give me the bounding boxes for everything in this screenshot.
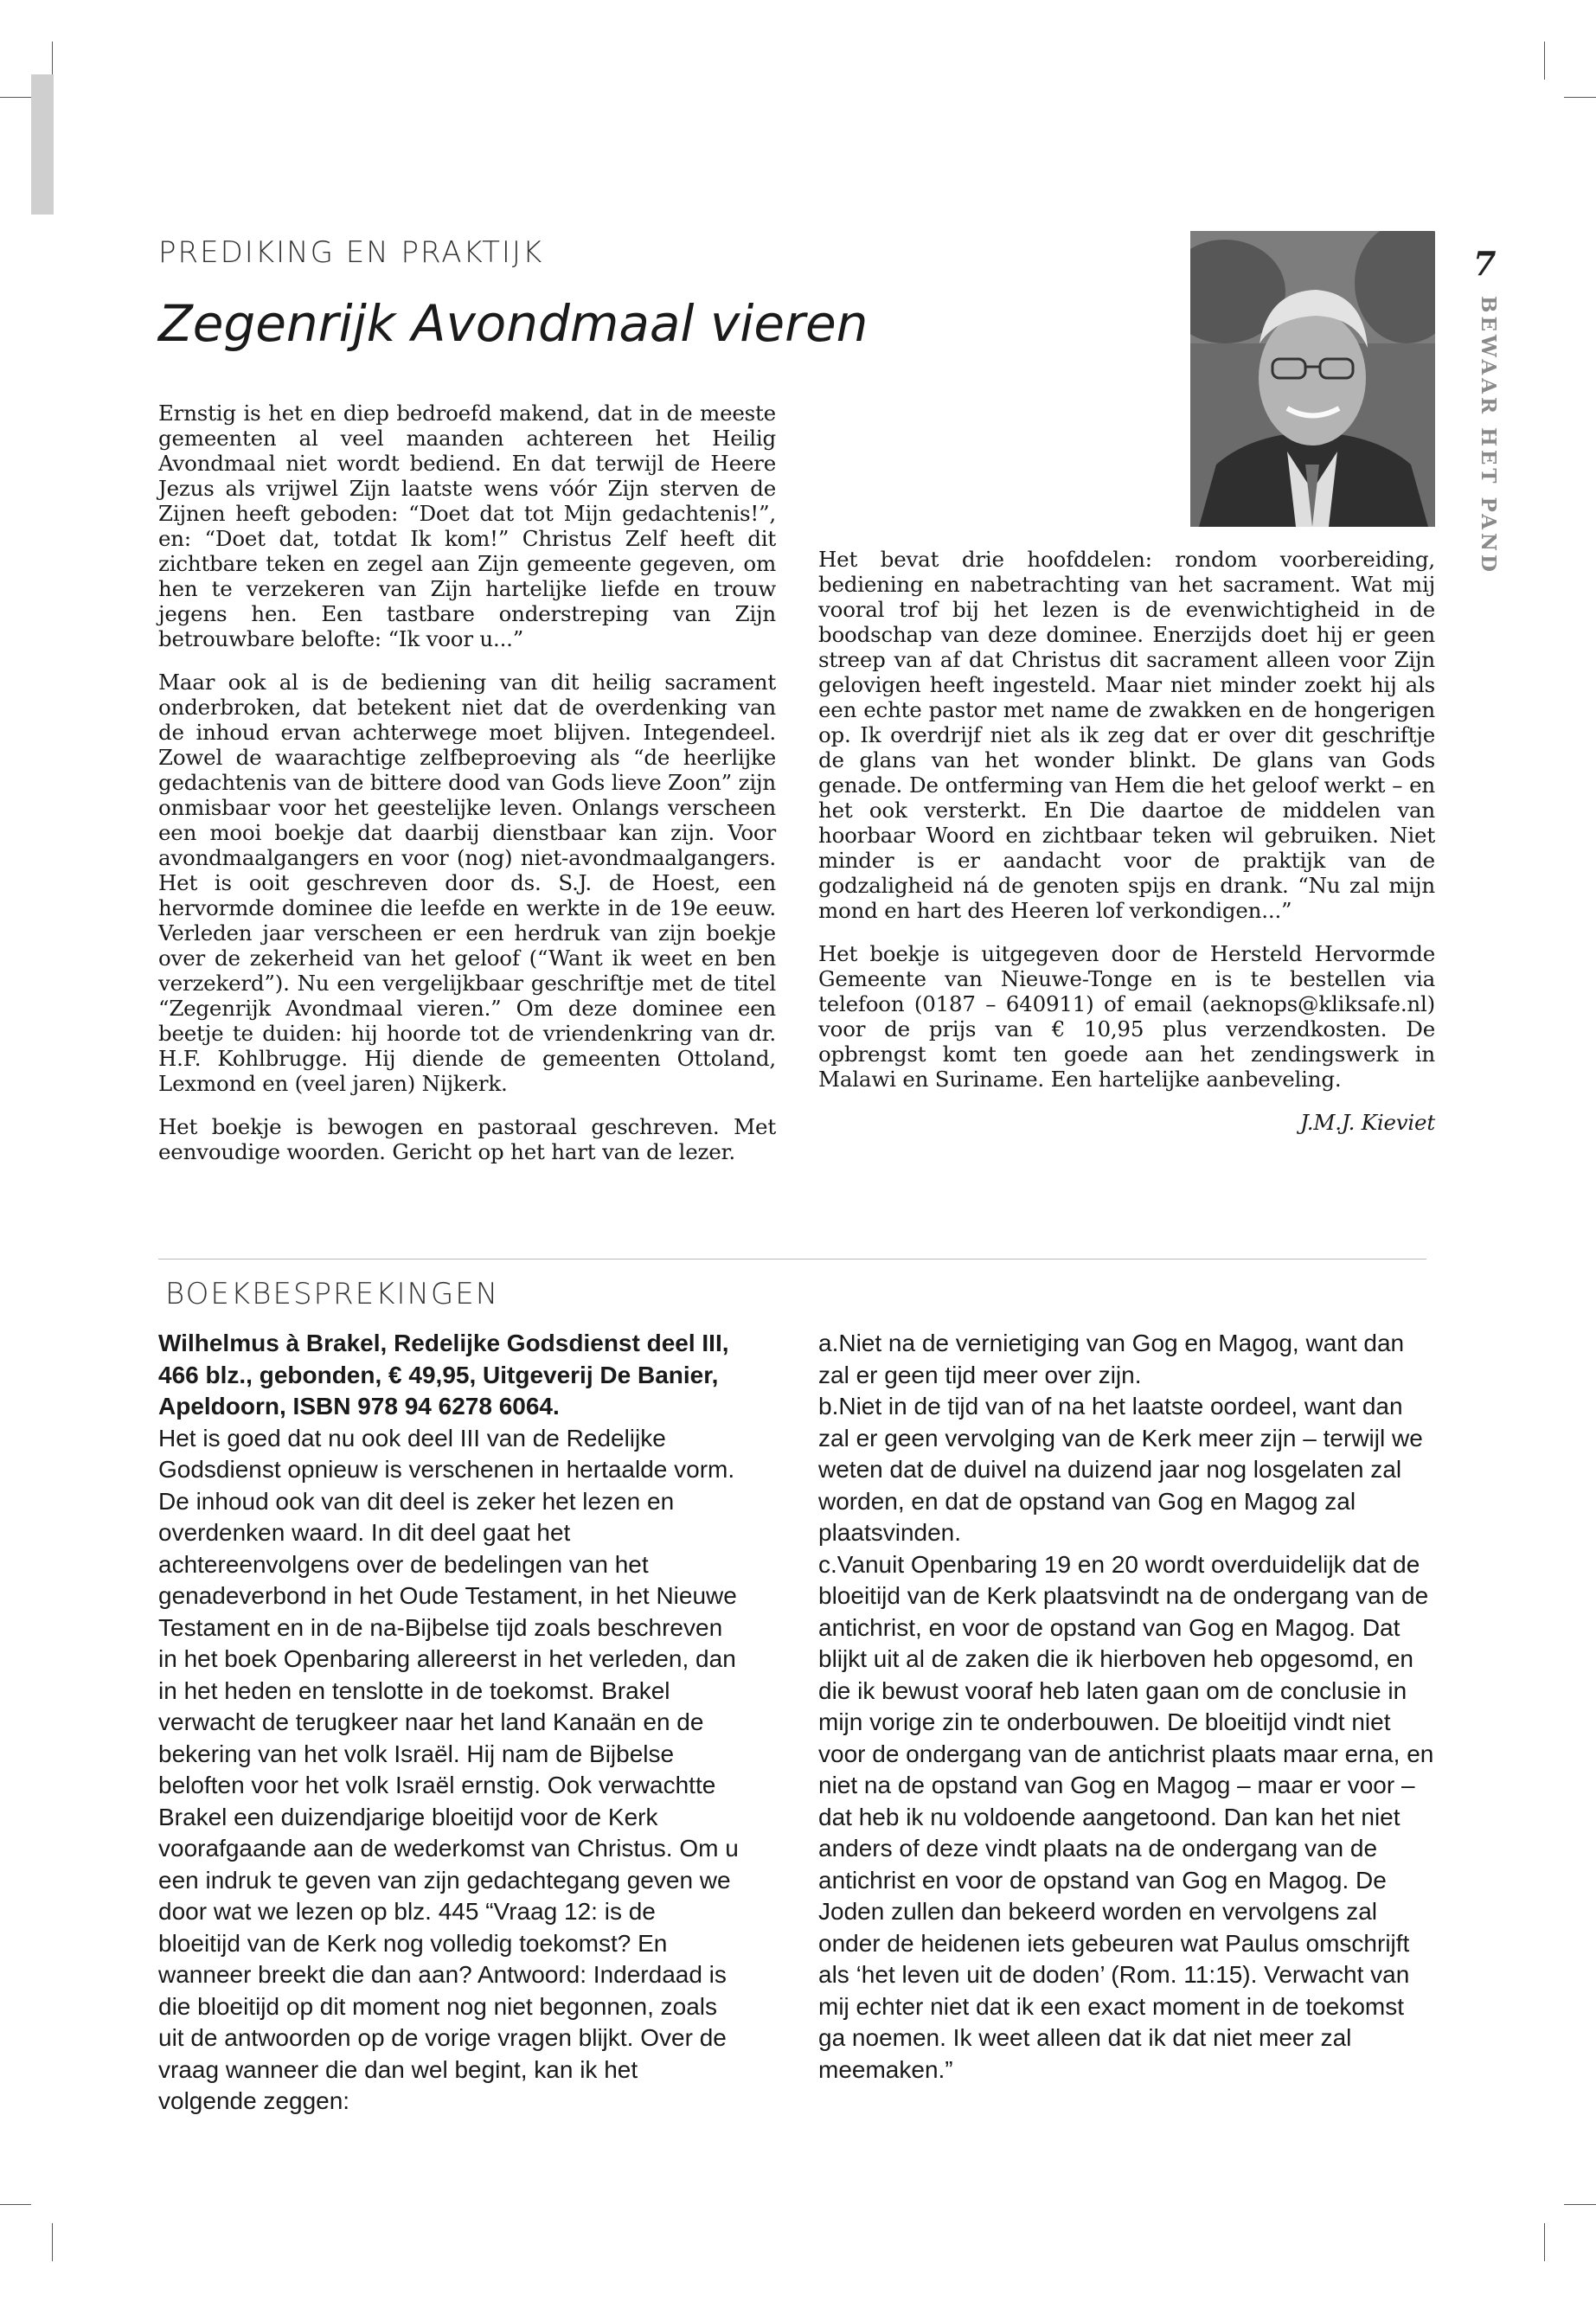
- author-photo: [1190, 231, 1435, 527]
- review-list-item: a.Niet na de vernietiging van Gog en Magog, want dan zal er geen tijd meer over zijn.: [818, 1330, 1405, 1388]
- running-side-title: BEWAAR HET PAND: [1477, 296, 1500, 575]
- margin-bar: [31, 74, 54, 215]
- crop-mark: [1544, 42, 1545, 80]
- article-paragraph: Het boekje is uitgegeven door de Hersteld Hervormde Gemeente van Nieuwe-Tonge en is te bestellen via telefoon (0187 – 640911) of email (aeknops@kliksafe.nl) voor de prijs van € 10,95 plus verzendkosten. De opbrengst komt ten goede aan het zendingswerk in Malawi en Suriname. Een hartelijke aanbeveling.: [818, 941, 1435, 1092]
- crop-mark: [1564, 2204, 1596, 2205]
- crop-mark: [1564, 97, 1596, 98]
- article-headline: Zegenrijk Avondmaal vieren: [158, 294, 869, 353]
- review-left-column: [158, 1328, 742, 2118]
- page-number: 7: [1473, 244, 1497, 283]
- author-signature: J.M.J. Kieviet: [1300, 1110, 1435, 1135]
- crop-mark: [0, 97, 31, 98]
- section-label-boekbesprekingen: BOEKBESPREKINGEN: [165, 1277, 500, 1311]
- review-list-item: c.Vanuit Openbaring 19 en 20 wordt overduidelijk dat de bloeitijd van de Kerk plaatsvindt na de ondergang van de antichrist, en voor de opstand van Gog en Magog. Dat blijkt uit al de zaken die ik hierboven heb opgesomd, en die ik bewust vooraf heb laten gaan om de conclusie in mijn vorige zin te onderbouwen. De bloeitijd vindt niet voor de ondergang van de antichrist plaats maar erna, en niet na de opstand van Gog en Magog – maar er voor – dat heb ik nu voldoende aangetoond. Dan kan het niet anders of deze vindt plaats na de ondergang van de antichrist en voor de opstand van Gog en Magog. De Joden zullen dan bekeerd worden en vervolgens zal onder de heidenen iets gebeuren wat Paulus omschrijft als ‘het leven uit de doden’ (Rom. 11:15). Verwacht van mij echter niet dat ik een exact moment in de toekomst ga noemen. Ik weet alleen dat ik dat niet meer zal meemaken.”: [818, 1550, 1434, 2083]
- review-right-column: [818, 1328, 1437, 2086]
- review-body: Het is goed dat nu ook deel III van de Redelijke Godsdienst opnieuw is verschenen in hertaalde vorm. De inhoud ook van dit deel is zeker het lezen en overdenken waard. In dit deel gaat het achtereenvolgens over de bedelingen van het genadeverbond in het Oude Testament, in het Nieuwe Testament en in de na-Bijbelse tijd zoals beschreven in het boek Openbaring allereerst in het verleden, dan in het heden en tenslotte in de toekomst. Brakel verwacht de terugkeer naar het land Kanaän en de bekering van het volk Israël. Hij nam de Bijbelse beloften voor het volk Israël ernstig. Ook verwachtte Brakel een duizendjarige bloeitijd voor de Kerk voorafgaande aan de wederkomst van Christus. Om u een indruk te geven van zijn gedachtegang geven we door wat we lezen op blz. 445 “Vraag 12: is de bloeitijd van de Kerk nog volledig toekomst? En wanneer breekt die dan aan? Antwoord: Inderdaad is die bloeitijd op dit moment nog niet begonnen, zoals uit de antwoorden op de vorige vragen blijkt. Over de vraag wanneer die dan wel begint, kan ik het volgende zeggen:: [158, 1424, 739, 2114]
- author-portrait-image: [1190, 231, 1435, 527]
- section-label-prediking: PREDIKING EN PRAKTIJK: [158, 235, 544, 270]
- crop-mark: [0, 2204, 31, 2205]
- article-paragraph: Het bevat drie hoofddelen: rondom voorbereiding, bediening en nabetrachting van het sacrament. Wat mij vooral trof bij het lezen is de evenwichtigheid in de boodschap van deze dominee. Enerzijds doet hij er geen streep van af dat Christus dit sacrament alleen voor Zijn gelovigen heeft ingesteld. Maar niet minder zoekt hij als een echte pastor met name de zwakken en de hongerigen op. Ik overdrijf niet als ik zeg dat er over dit geschriftje de glans van het wonder blinkt. De glans van Gods genade. De ontferming van Hem die het geloof werkt – en het ook versterkt. En Die daartoe de middelen van hoorbaar Woord en zichtbaar teken wil gebruiken. Niet minder is er aandacht voor de praktijk van de godzaligheid ná de genoten spijs en drank. “Nu zal mijn mond en hart des Heeren lof verkondigen...”: [818, 547, 1435, 923]
- crop-mark: [1544, 2223, 1545, 2261]
- article-left-column: [158, 401, 776, 1183]
- article-right-column: [818, 547, 1435, 1153]
- review-list-item: b.Niet in de tijd van of na het laatste oordeel, want dan zal er geen vervolging van de Kerk meer zijn – terwijl we weten dat de duivel na duizend jaar nog losgelaten zal worden, en dat de opstand van Gog en Magog zal plaatsvinden.: [818, 1393, 1423, 1546]
- article-paragraph: Ernstig is het en diep bedroefd makend, dat in de meeste gemeenten al veel maanden achtereen het Heilig Avondmaal niet wordt bediend. En dat terwijl de Heere Jezus als vrijwel Zijn laatste wens vóór Zijn sterven de Zijnen heeft geboden: “Doet dat tot Mijn gedachtenis!”, en: “Doet dat, totdat Ik kom!” Christus Zelf heeft dit zichtbare teken en zegel aan Zijn gemeente gegeven, om hen te verzekeren van Zijn hartelijke liefde en trouw jegens hen. Een tastbare onderstreping van Zijn betrouwbare belofte: “Ik voor u...”: [158, 401, 776, 651]
- crop-mark: [52, 2223, 53, 2261]
- article-paragraph: Het boekje is bewogen en pastoraal geschreven. Met eenvoudige woorden. Gericht op het hart van de lezer.: [158, 1114, 776, 1164]
- book-heading: Wilhelmus à Brakel, Redelijke Godsdienst deel III, 466 blz., gebonden, € 49,95, Uitgeverij De Banier, Apeldoorn, ISBN 978 94 6278 6064.: [158, 1330, 729, 1420]
- article-paragraph: Maar ook al is de bediening van dit heilig sacrament onderbroken, dat betekent niet dat de overdenking van de inhoud ervan achterwege moet blijven. Integendeel. Zowel de waarachtige zelfbeproeving als “de heerlijke gedachtenis van de bittere dood van Gods lieve Zoon” zijn onmisbaar voor het geestelijke leven. Onlangs verscheen een mooi boekje dat daarbij dienstbaar kan zijn. Voor avondmaalgangers en voor (nog) niet-avondmaalgangers. Het is ooit geschreven door ds. S.J. de Hoest, een hervormde dominee die leefde en werkte in de 19e eeuw. Verleden jaar verscheen er een herdruk van zijn boekje over de zekerheid van het geloof (“Want ik weet en ben verzekerd”). Nu een vergelijkbaar geschriftje met de titel “Zegenrijk Avondmaal vieren.” Om deze dominee een beetje te duiden: hij hoorde tot de vriendenkring van dr. H.F. Kohlbrugge. Hij diende de gemeenten Ottoland, Lexmond en (veel jaren) Nijkerk.: [158, 670, 776, 1096]
